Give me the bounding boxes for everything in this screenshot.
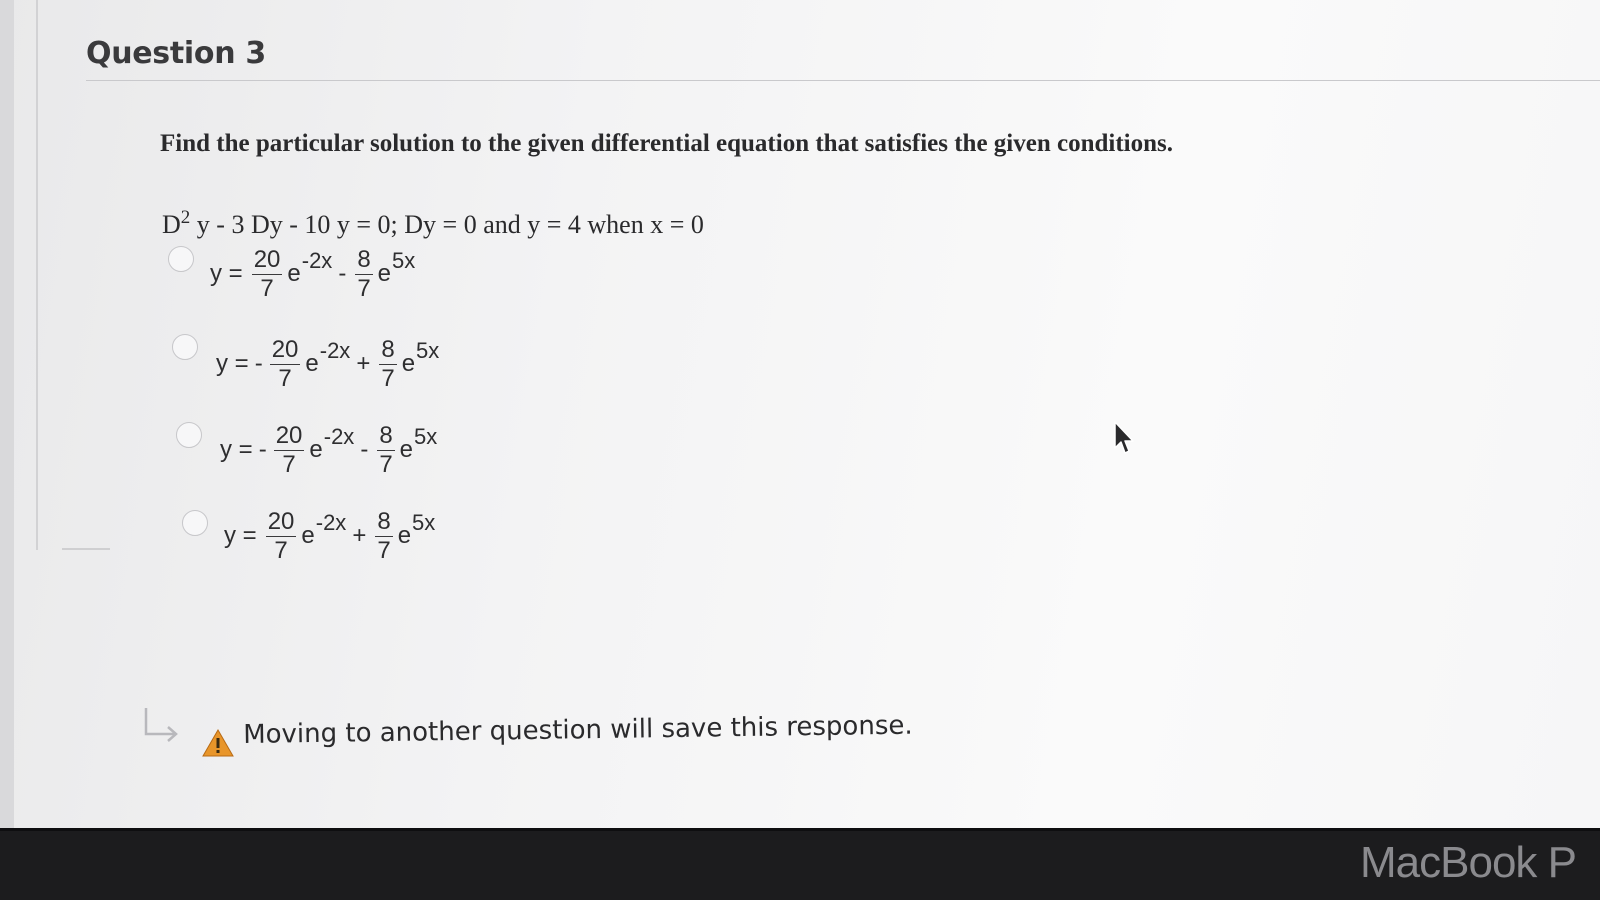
exp-base: e xyxy=(301,522,315,549)
differential-equation xyxy=(162,207,704,240)
question-instructions: Find the particular solution to the given differential equation that satisfies the given conditions. xyxy=(160,130,1174,157)
fraction-numerator: 20 xyxy=(275,421,303,449)
exponent: -2x xyxy=(319,338,351,363)
fraction-1 xyxy=(252,245,283,302)
fraction-denominator: 7 xyxy=(274,536,288,564)
fraction-numerator: 8 xyxy=(381,335,395,363)
exponent: -2x xyxy=(315,510,347,535)
fraction-1 xyxy=(266,507,297,564)
cursor-arrow-icon xyxy=(1112,420,1136,456)
fraction-1 xyxy=(274,421,305,478)
exponent: 5x xyxy=(412,510,436,535)
fraction-numerator: 8 xyxy=(377,507,391,535)
exponent: -2x xyxy=(301,248,333,273)
fraction-denominator: 7 xyxy=(381,364,395,392)
exponent: 5x xyxy=(414,424,438,449)
formula-sign: - xyxy=(254,350,263,377)
equation-power: 2 xyxy=(180,207,191,228)
fraction-1 xyxy=(270,335,301,392)
fraction-2 xyxy=(379,335,396,392)
fraction-numerator: 20 xyxy=(253,245,281,273)
option-formula xyxy=(224,508,435,564)
equation-rest: y - 3 Dy - 10 y = 0; Dy = 0 and y = 4 when x = 0 xyxy=(196,210,704,239)
fraction-numerator: 8 xyxy=(357,245,371,273)
formula-operator: + xyxy=(356,350,371,377)
answer-option-4[interactable] xyxy=(182,507,502,574)
return-arrow-icon xyxy=(140,706,180,746)
fraction-denominator: 7 xyxy=(357,274,371,302)
exponent: 5x xyxy=(392,248,416,273)
answer-option-2[interactable] xyxy=(172,334,502,398)
exp-base: e xyxy=(399,436,414,463)
formula-lhs: y = xyxy=(220,436,253,463)
fraction-denominator: 7 xyxy=(377,536,391,564)
formula-lhs: y = xyxy=(210,260,243,287)
device-brand-label: MacBook P xyxy=(1360,838,1576,887)
question-title: Question 3 xyxy=(86,36,266,71)
option-formula xyxy=(210,246,415,302)
fraction-denominator: 7 xyxy=(260,274,274,302)
formula-operator: - xyxy=(338,260,347,287)
equation-d: D xyxy=(162,210,181,239)
exp-base: e xyxy=(377,260,392,287)
panel-bottom-edge xyxy=(62,548,110,550)
radio-button[interactable] xyxy=(172,334,198,360)
formula-operator: + xyxy=(352,522,367,549)
formula-operator: - xyxy=(360,436,369,463)
fraction-2 xyxy=(377,421,394,478)
exponent: -2x xyxy=(323,424,355,449)
save-response-notice: Moving to another question will save this response. xyxy=(243,710,913,750)
exponent: 5x xyxy=(416,338,440,363)
fraction-2 xyxy=(355,245,372,302)
fraction-denominator: 7 xyxy=(278,364,292,392)
formula-lhs: y = xyxy=(216,350,249,377)
answer-option-1[interactable] xyxy=(168,246,488,310)
option-formula xyxy=(216,336,439,392)
exp-base: e xyxy=(287,260,301,287)
radio-button[interactable] xyxy=(182,510,208,536)
exp-base: e xyxy=(401,350,416,377)
fraction-denominator: 7 xyxy=(282,450,296,478)
formula-lhs: y = xyxy=(224,522,257,549)
fraction-denominator: 7 xyxy=(379,450,393,478)
radio-button[interactable] xyxy=(176,422,202,448)
fraction-numerator: 20 xyxy=(267,507,295,535)
answer-option-3[interactable] xyxy=(176,422,506,486)
title-divider xyxy=(86,80,1600,81)
fraction-numerator: 20 xyxy=(271,335,299,363)
screen-bezel-edge xyxy=(0,828,1600,831)
exp-base: e xyxy=(305,350,319,377)
fraction-2 xyxy=(375,507,392,564)
radio-button[interactable] xyxy=(168,246,194,272)
left-strip xyxy=(0,0,14,828)
warning-icon xyxy=(202,728,234,758)
fraction-numerator: 8 xyxy=(379,421,393,449)
exp-base: e xyxy=(397,522,412,549)
exp-base: e xyxy=(309,436,323,463)
formula-sign: - xyxy=(258,436,267,463)
option-formula xyxy=(220,422,437,478)
